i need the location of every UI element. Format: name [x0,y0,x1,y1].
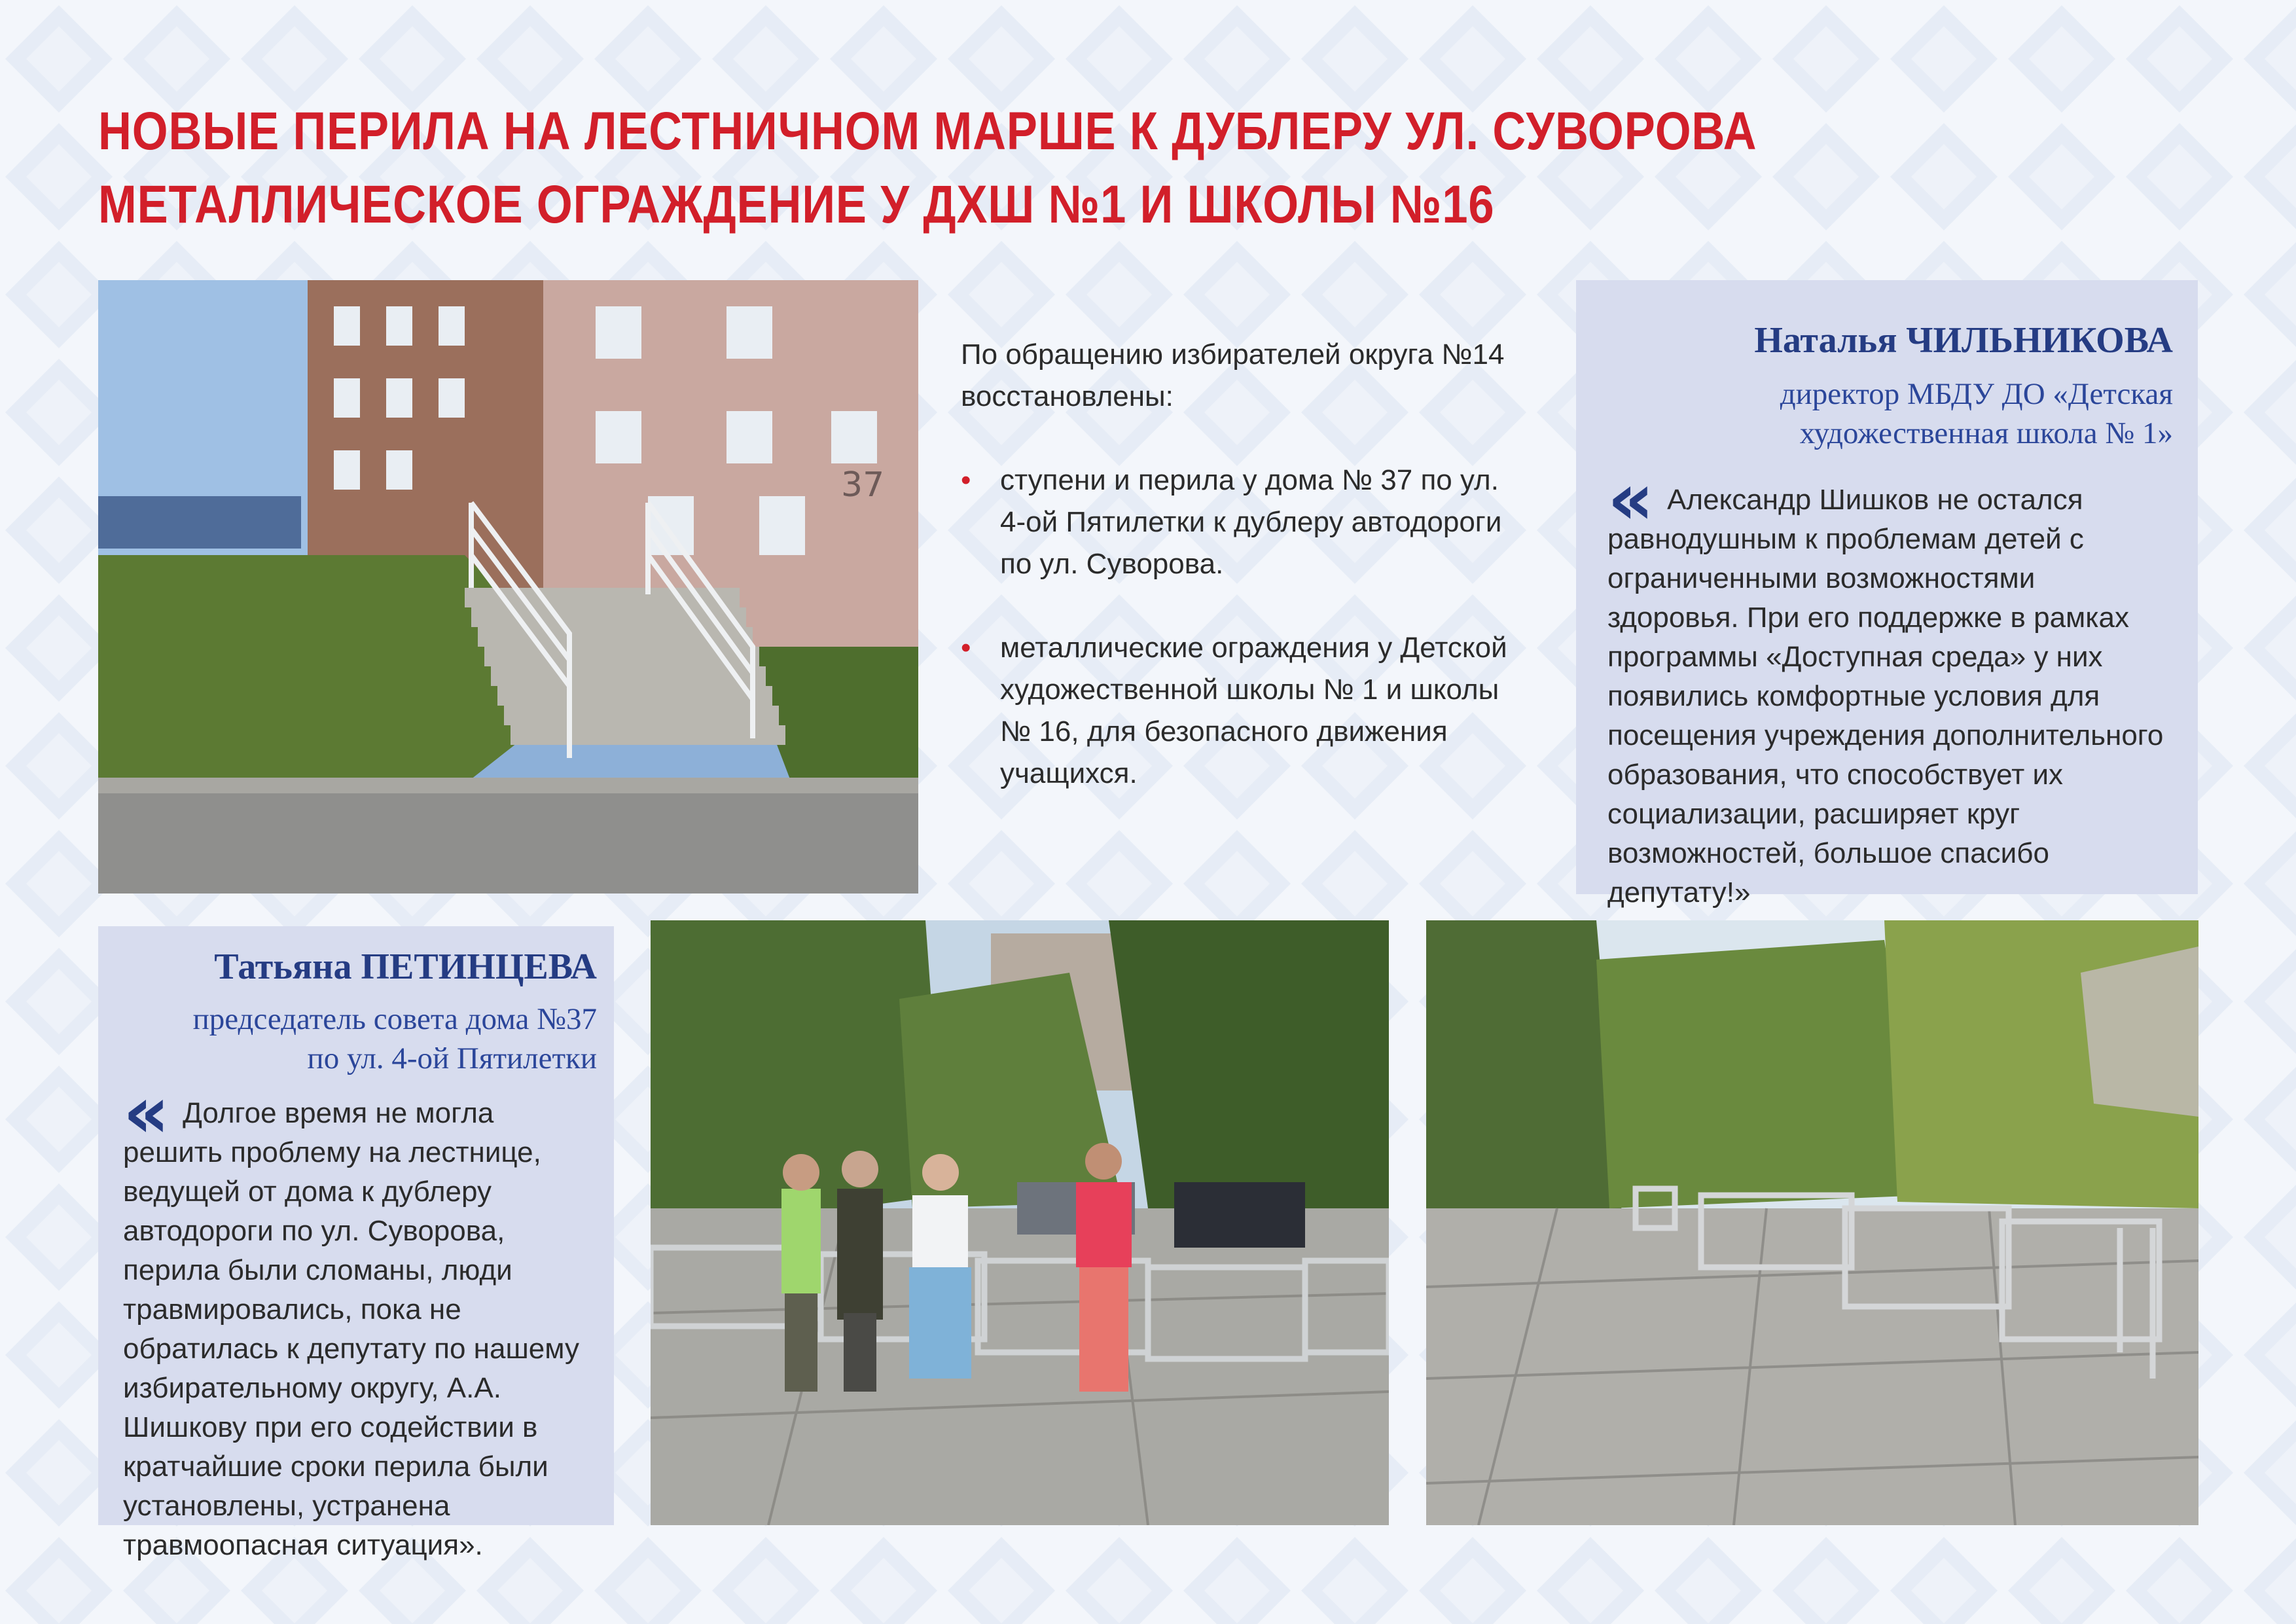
list-item [961,627,1524,795]
intro-lead: По обращению избирателей округа №14 восстановлены: [961,338,1505,412]
quote-mark-icon: « [123,1070,170,1154]
stairs-railing-photo [98,280,918,893]
page-headline [98,95,2193,242]
quote-card-chilnikova [1576,280,2198,909]
list-item-text: металлические ограждения у Детской художественной школы № 1 и школы № 16, для безопасного движения учащихся. [1000,632,1507,789]
people-at-fence-photo [651,920,1389,1525]
headline-line-1: НОВЫЕ ПЕРИЛА НА ЛЕСТНИЧНОМ МАРШЕ К ДУБЛЕРУ УЛ. СУВОРОВА [98,101,1757,161]
quote-author-name: Наталья ЧИЛЬНИКОВА [1754,320,2173,361]
quote-text [1607,457,2173,912]
quote-card-petintseva [98,926,614,1561]
quote-author-name: Татьяна ПЕТИНЦЕВА [214,947,597,987]
list-item-text: ступени и перила у дома № 37 по ул. 4-ой Пятилетки к дублеру автодороги по ул. Суворова. [1000,464,1502,580]
list-item [961,460,1524,585]
schoolyard-fence-photo [1426,920,2198,1525]
quote-body: Долгое время не могла решить проблему на лестнице, ведущей от дома к дублеру автодороги по ул. Суворова, перила были сломаны, люди травмировались, пока не обратилась к депутату по нашему избирательному округу, А.А. Шишкову при его содействии в кратчайшие сроки перила были установлены, устранена травмоопасная ситуация». [123,1097,579,1561]
quote-author-role-2: по ул. 4-ой Пятилетки [307,1041,597,1075]
quote-body: Александр Шишков не остался равнодушным к проблемам детей с ограниченными возможностями здоровья. При его поддержке в рамках программы «Доступная среда» у них появились комфортные условия для посещения учреждения дополнительного образования, что способствует их социализации, расширяет круг возможностей, большое спасибо депутату!» [1607,484,2164,909]
quote-author-role-2: художественная школа № 1» [1799,416,2173,450]
quote-mark-icon: « [1607,457,1655,541]
bullet-icon: • [961,632,971,664]
restored-list [961,460,1524,795]
bullet-icon: • [961,464,971,496]
intro-text [961,334,1524,837]
quote-text [123,1070,597,1565]
quote-author-role-1: директор МБДУ ДО «Детская [1780,377,2173,411]
headline-line-2: МЕТАЛЛИЧЕСКОЕ ОГРАЖДЕНИЕ У ДХШ №1 И ШКОЛЫ №16 [98,175,1495,234]
house-number: 37 [841,465,885,505]
quote-author-role-1: председатель совета дома №37 [192,1002,597,1036]
